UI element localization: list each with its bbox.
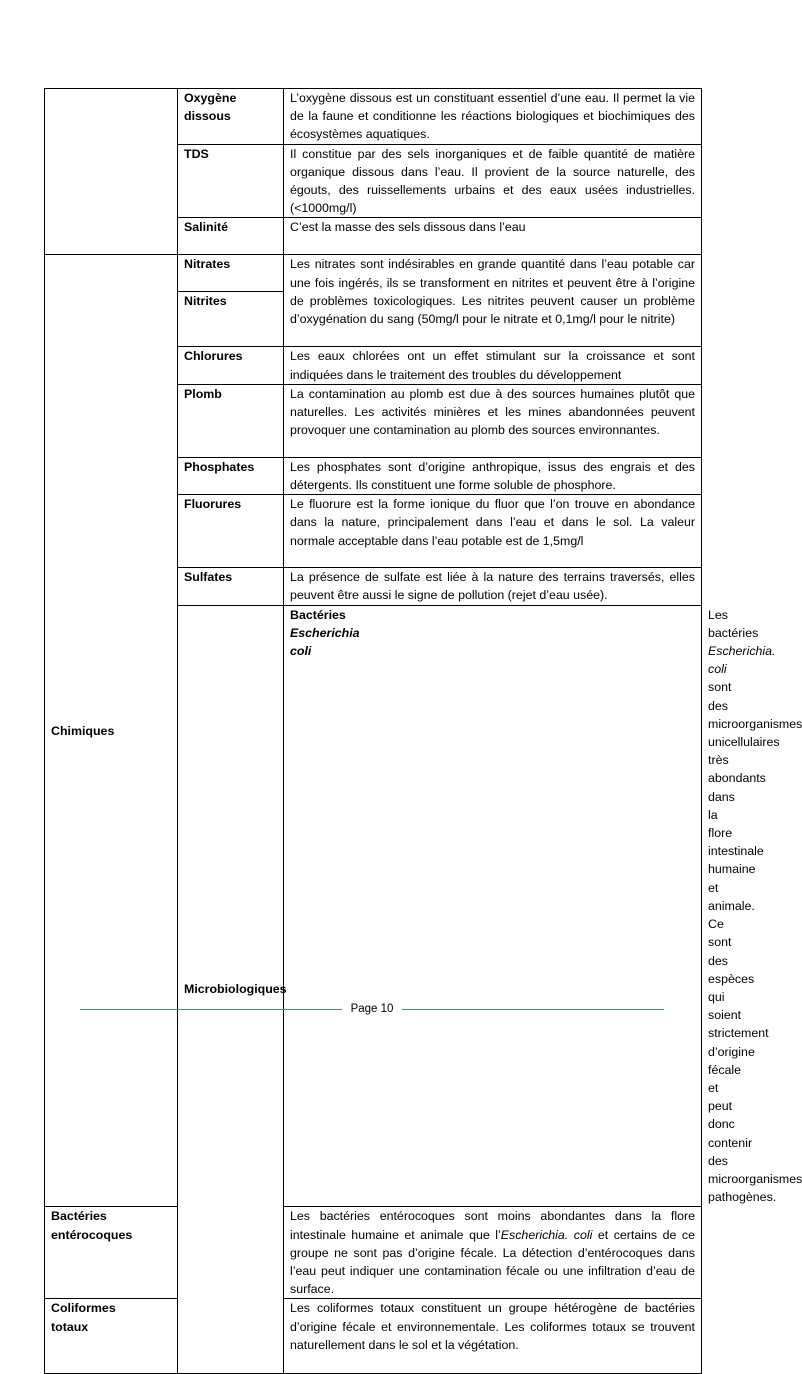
param-salinite: Salinité — [178, 218, 284, 255]
desc-sulfates: La présence de sulfate est liée à la nature des terrains traversés, elles peuvent être aussi le signe de pollution (rejet d’eau usée). — [284, 568, 702, 605]
parameters-table — [44, 88, 802, 1374]
desc-text: Les bactéries entérocoques sont moins abondantes dans la flore intestinale humaine et animale que l’ — [290, 1209, 695, 1242]
desc-fluorures: Le fluorure est la forme ionique du fluor que l’on trouve en abondance dans la nature, principalement dans l’eau et dans le sol. La valeur normale acceptable dans l’eau potable est de 1,5mg/l — [284, 495, 702, 568]
param-ecoli — [284, 605, 702, 1207]
table-row — [45, 255, 702, 292]
param-phosphates: Phosphates — [178, 457, 284, 494]
param-fluorures: Fluorures — [178, 495, 284, 568]
param-label: Bactéries — [51, 1209, 107, 1224]
table-row — [45, 89, 702, 145]
desc-plomb: La contamination au plomb est due à des sources humaines plutôt que naturelles. Les activités minières et les mines abandonnées peuvent provoquer une contamination au plomb des sources environnantes. — [284, 384, 702, 457]
param-label: coli — [290, 644, 312, 659]
desc-oxygene-dissous: L’oxygène dissous est un constituant essentiel d’une eau. Il permet la vie de la faune et conditionne les réactions biologiques et biochimiques des écosystèmes aquatiques. — [284, 89, 702, 145]
table-row — [45, 1207, 702, 1299]
param-enterocoques — [45, 1207, 178, 1299]
param-label: Coliformes — [51, 1301, 116, 1316]
param-coliformes — [45, 1299, 178, 1374]
desc-text: Les bactéries — [708, 607, 759, 640]
page-number: Page 10 — [350, 1003, 394, 1015]
category-cell-empty — [45, 89, 178, 255]
desc-tds: Il constitue par des sels inorganiques et de faible quantité de matière organique dissous dans l’eau. Il provient de la source naturelle, des égouts, des ruissellements urbains et des eaux usées industrielles. (<1000mg/l) — [284, 144, 702, 218]
desc-salinite: C’est la masse des sels dissous dans l’eau — [284, 218, 702, 255]
category-chimiques: Chimiques — [45, 255, 178, 1207]
param-label: Escherichia — [290, 625, 360, 640]
page-footer — [80, 1000, 664, 1018]
param-nitrites: Nitrites — [178, 292, 284, 347]
footer-divider — [402, 1009, 664, 1010]
desc-phosphates: Les phosphates sont d’origine anthropique, issus des engrais et des détergents. Ils constituent une forme soluble de phosphore. — [284, 457, 702, 494]
param-label: Oxygène — [184, 91, 237, 105]
desc-text: et certains de ce groupe ne sont pas d’origine fécale. La détection d’entérocoques dans l’eau peut indiquer une contamination fécale ou une infiltration d’eau de surface. — [290, 1227, 695, 1297]
param-label: totaux — [51, 1319, 89, 1334]
desc-coliformes: Les coliformes totaux constituent un groupe hétérogène de bactéries d’origine fécale et environnementale. Les coliformes totaux se trouvent naturellement dans le sol et la végétation. — [284, 1299, 702, 1374]
param-label: Bactéries — [290, 607, 346, 622]
desc-text: sont des microorganismes unicellulaires très abondants dans la flore intestinale humaine et animale. Ce sont des espèces qui soient strictement d’origine fécale et peut donc contenir des microorganismes pathogènes. — [708, 680, 802, 1205]
param-sulfates: Sulfates — [178, 568, 284, 605]
param-label: entérocoques — [51, 1227, 133, 1242]
desc-species: Escherichia. coli — [708, 644, 776, 677]
desc-species: Escherichia. coli — [500, 1227, 593, 1242]
desc-nitrates-nitrites: Les nitrates sont indésirables en grande quantité dans l’eau potable car une fois ingérés, ils se transforment en nitrites et peuvent être à l’origine de problèmes toxicologiques. Les nitrites peuvent causer un problème d’oxygénation du sang (50mg/l pour le nitrate et 0,1mg/l pour le nitrite) — [284, 255, 702, 347]
param-nitrates: Nitrates — [178, 255, 284, 292]
param-label: dissous — [184, 109, 231, 124]
desc-chlorures: Les eaux chlorées ont un effet stimulant sur la croissance et sont indiquées dans le traitement des troubles du développement — [284, 347, 702, 384]
param-oxygene-dissous — [178, 89, 284, 145]
param-plomb: Plomb — [178, 384, 284, 457]
table-row — [45, 1299, 702, 1374]
param-tds: TDS — [178, 144, 284, 218]
desc-enterocoques — [284, 1207, 702, 1299]
param-chlorures: Chlorures — [178, 347, 284, 384]
category-microbiologiques: Microbiologiques — [178, 605, 284, 1374]
